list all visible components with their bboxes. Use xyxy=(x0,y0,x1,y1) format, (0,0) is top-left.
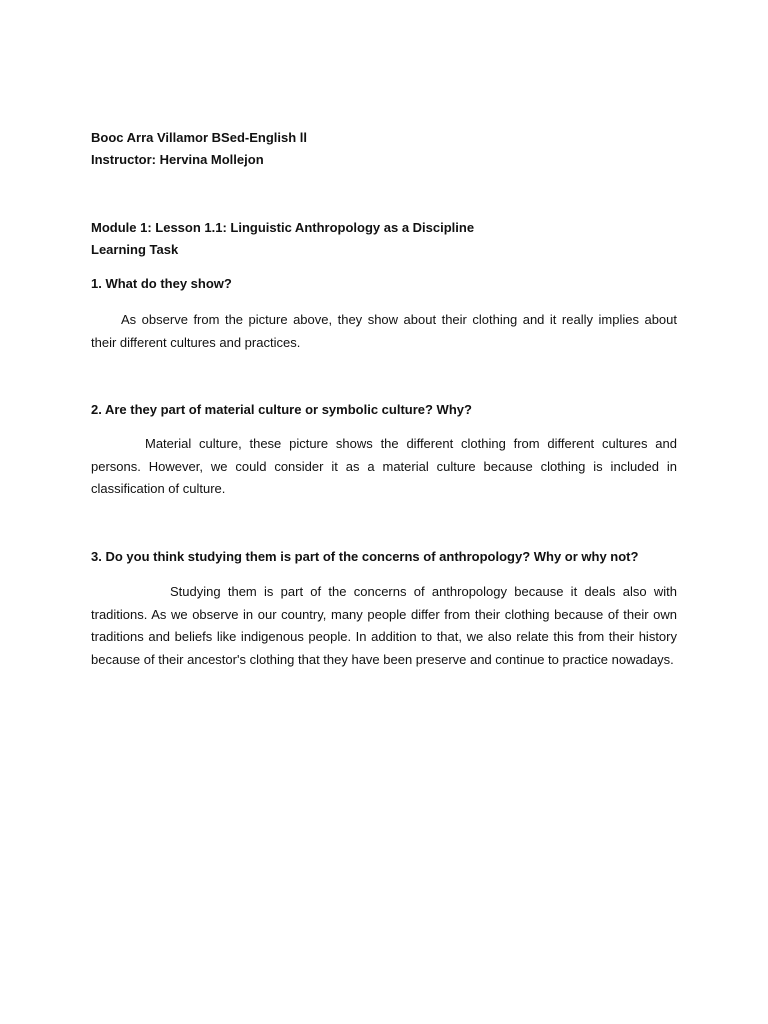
question-3 xyxy=(91,546,677,568)
answer-text: Studying them is part of the concerns of anthropology because it deals also with traditions. As we observe in our country, many people differ from their clothing because of their own traditions and beliefs like indigenous people. In addition to that, we also relate this from their history because of their ancestor's clothing that they have been preserve and continue to practice nowadays. xyxy=(91,584,677,667)
document-header xyxy=(91,127,677,171)
answer-text: As observe from the picture above, they show about their clothing and it really implies about their different cultures and practices. xyxy=(91,312,677,350)
question-text: 1. What do they show? xyxy=(91,276,232,291)
answer-2 xyxy=(91,433,677,501)
question-1 xyxy=(91,273,677,295)
question-text: 3. Do you think studying them is part of the concerns of anthropology? Why or why not? xyxy=(91,549,639,564)
question-text: 2. Are they part of material culture or symbolic culture? Why? xyxy=(91,402,472,417)
answer-1 xyxy=(91,309,677,354)
module-title: Module 1: Lesson 1.1: Linguistic Anthropology as a Discipline xyxy=(91,220,475,235)
answer-3 xyxy=(91,581,677,671)
student-name-line: Booc Arra Villamor BSed-English ll xyxy=(91,130,307,145)
question-2 xyxy=(91,399,677,421)
module-heading xyxy=(91,217,677,261)
answer-text: Material culture, these picture shows the different clothing from different cultures and persons. However, we could consider it as a material culture because clothing is included in classification of culture. xyxy=(91,436,677,496)
module-subtitle: Learning Task xyxy=(91,242,179,257)
instructor-line: Instructor: Hervina Mollejon xyxy=(91,152,264,167)
